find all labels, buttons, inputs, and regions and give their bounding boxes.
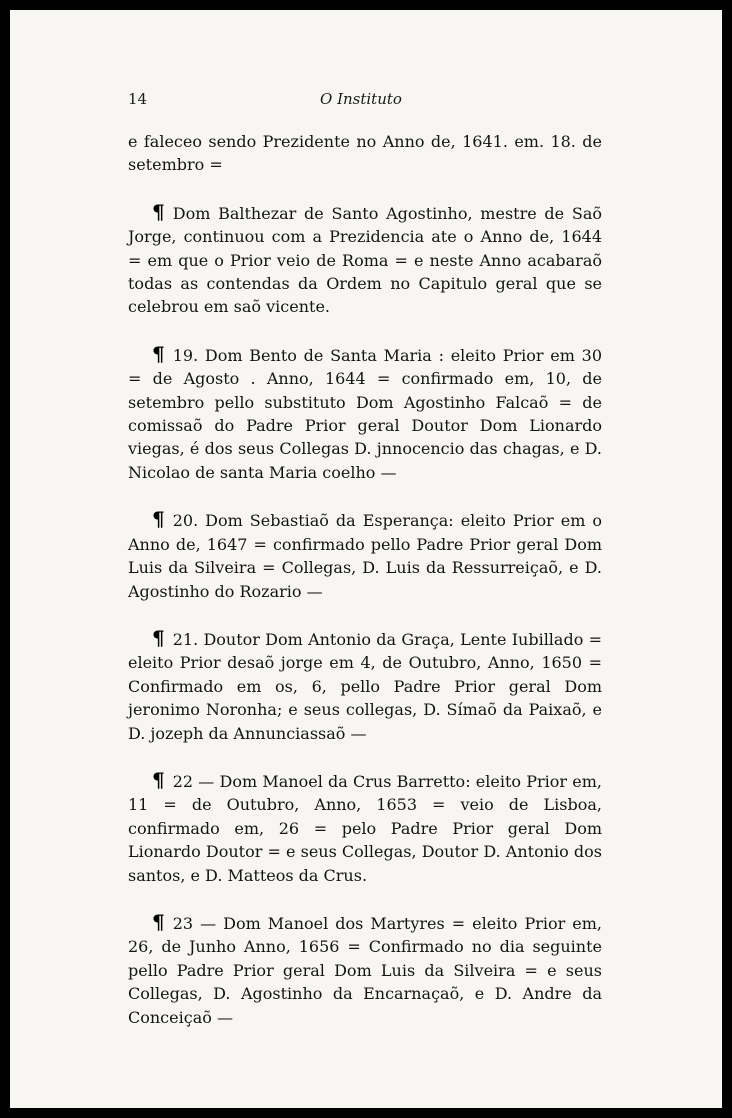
paragraph-mark-icon: ¶: [152, 625, 165, 650]
page-header: [128, 90, 608, 114]
paragraph-2: [128, 199, 602, 319]
paragraph-4: [128, 509, 602, 603]
paragraph-1: [128, 130, 602, 177]
paragraph-text: 23 — Dom Manoel dos Martyres = eleito Prior em, 26, de Junho Anno, 1656 = Confirmado no dia seguinte pello Padre Prior geral Dom Luis da Silveira = e seus Collegas, D. Agostinho da Encarnaçaõ, e D. Andre da Conceiçaõ —: [128, 913, 602, 1027]
paragraph-7: [128, 909, 602, 1029]
paragraph-text: 19. Dom Bento de Santa Maria : eleito Prior em 30 = de Agosto . Anno, 1644 = confirmado em, 10, de setembro pello substituto Dom Agostinho Falcaõ = de comissaõ do Padre Prior geral Doutor Dom Lionardo viegas, é dos seus Collegas D. jnnocencio das chagas, e D. Nicolao de santa Maria coelho —: [128, 345, 602, 482]
paragraph-text: e faleceo sendo Prezidente no Anno de, 1641. em. 18. de setembro =: [128, 132, 602, 175]
page-body: [128, 130, 602, 1054]
paragraph-mark-icon: ¶: [152, 767, 165, 792]
paragraph-mark-icon: ¶: [152, 199, 165, 224]
paragraph-mark-icon: ¶: [152, 507, 165, 532]
page-number: 14: [128, 90, 148, 108]
paragraph-text: Dom Balthezar de Santo Agostinho, mestre de Saõ Jorge, continuou com a Prezidencia ate o Anno de, 1644 = em que o Prior veio de Roma = e neste Anno acabaraõ todas as contendas da Ordem no Capitulo geral que se celebrou em saõ vicente.: [128, 203, 602, 317]
paragraph-text: 22 — Dom Manoel da Crus Barretto: eleito Prior em, 11 = de Outubro, Anno, 1653 = veio de Lisboa, confirmado em, 26 = pelo Padre Prior geral Dom Lionardo Doutor = e seus Collegas, Doutor D. Antonio dos santos, e D. Matteos da Crus.: [128, 771, 602, 885]
paragraph-3: [128, 341, 602, 484]
paragraph-6: [128, 767, 602, 887]
paragraph-mark-icon: ¶: [152, 909, 165, 934]
paragraph-text: 21. Doutor Dom Antonio da Graça, Lente Iubillado = eleito Prior desaõ jorge em 4, de Outubro, Anno, 1650 = Confirmado em os, 6, pello Padre Prior geral Dom jeronimo Noronha; e seus collegas, D. Símaõ da Paixaõ, e D. jozeph da Annunciassaõ —: [128, 629, 602, 743]
paragraph-mark-icon: ¶: [152, 341, 165, 366]
paragraph-text: 20. Dom Sebastiaõ da Esperança: eleito Prior em o Anno de, 1647 = confirmado pello Padre Prior geral Dom Luis da Silveira = Collegas, D. Luis da Ressurreiçaõ, e D. Agostinho do Rozario —: [128, 511, 602, 601]
running-title: O Instituto: [320, 90, 402, 108]
paragraph-5: [128, 625, 602, 745]
